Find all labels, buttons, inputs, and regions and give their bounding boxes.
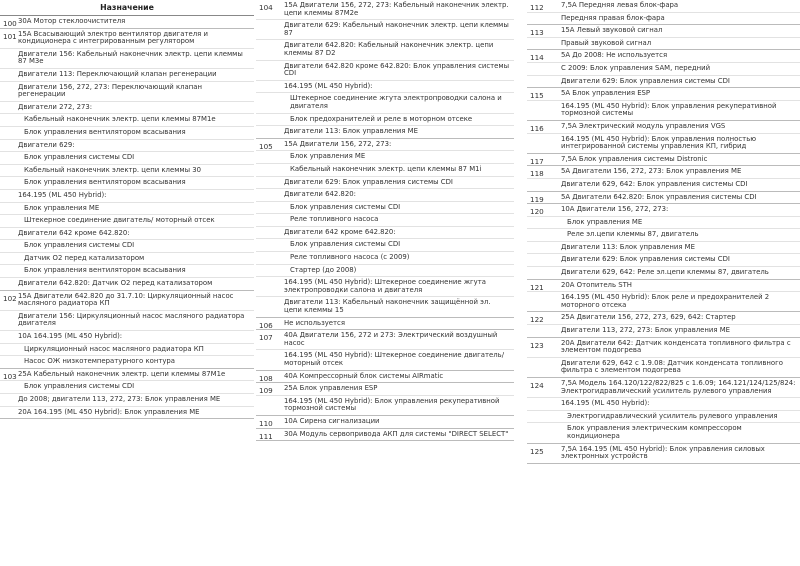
fuse-description-line: Блок управления системы CDI xyxy=(0,240,254,253)
fuse-description-line: 15A Двигатели 156, 272, 273: xyxy=(256,139,514,152)
fuse-description-line: Стартер (до 2008) xyxy=(256,265,514,278)
fuse-description-line: Блок управления электрическим компрессором кондиционера xyxy=(567,424,742,440)
fuse-description-line: 10A 164.195 (ML 450 Hybrid): xyxy=(0,331,254,344)
fuse-description-line: 30A Модуль сервопривода АКП для системы "DIRECT SELECT" xyxy=(284,429,509,438)
fuse-number: 104 xyxy=(259,3,273,12)
fuse-row xyxy=(256,0,514,139)
fuse-description-line: 20A 164.195 (ML 450 Hybrid): Блок управления ME xyxy=(18,407,200,416)
fuse-description-line: Двигатели 156: Циркуляционный насос масляного радиатора двигателя xyxy=(0,311,254,331)
fuse-number: 105 xyxy=(259,141,273,151)
fuse-description-line: 164.195 (ML 450 Hybrid): xyxy=(0,190,254,203)
fuse-description-line: Двигатели 642.820: xyxy=(256,189,514,202)
fuse-number: 109 xyxy=(259,386,273,396)
fuse-description-line: Блок управления вентилятором всасывания xyxy=(0,177,254,190)
fuse-description-line: Датчик O2 перед катализатором xyxy=(0,253,254,266)
fuse-description-line: 5A Двигатели 156, 272, 273: Блок управления ME xyxy=(527,166,800,179)
fuse-row xyxy=(527,50,800,88)
fuse-number: 102 xyxy=(3,293,17,303)
fuse-row xyxy=(256,330,514,370)
fuse-number: 120 xyxy=(530,207,544,217)
fuse-row xyxy=(256,416,514,429)
fuse-description-line: Двигатели 642.820 кроме 642.820: Блок управления системы CDI xyxy=(256,61,514,81)
fuse-description-line: 15A Двигатели 642.820 до 31.7.10: Циркуляционный насос масляного радиатора КП xyxy=(0,291,254,311)
fuse-description-line: С 2009: Блок управления SAM, передний xyxy=(527,63,800,76)
fuse-number: 124 xyxy=(530,381,544,390)
fuse-row xyxy=(527,25,800,50)
fuse-description-line: Блок управления вентилятором всасывания xyxy=(0,127,254,140)
fuse-description-line: 7,5A Модель 164.120/122/822/825 с 1.6.09; 164.121/124/125/824: Электрогидравлический усилитель рулевого управления xyxy=(527,378,800,398)
fuse-description-line: 164.195 (ML 450 Hybrid): Блок реле и предохранителей 2 моторного отсека xyxy=(561,293,770,309)
fuse-description-line: Двигатели 629, 642: Блок управления системы CDI xyxy=(561,179,748,188)
fuse-row xyxy=(527,154,800,167)
fuse-description-line: 25A Кабельный наконечник электр. цепи клеммы 87M1e xyxy=(0,369,254,382)
column-1-body xyxy=(0,16,254,419)
fuse-description-line: Штекерное соединение двигатель/ моторный отсек xyxy=(0,215,254,228)
fuse-number: 103 xyxy=(3,371,17,381)
fuse-row xyxy=(527,166,800,191)
column-2-body xyxy=(256,0,514,441)
fuse-number: 121 xyxy=(530,282,544,292)
fuse-description-line: Двигатели 629, 642 с 1.9.08: Датчик конденсата топливного фильтра с элементом подогрева xyxy=(561,358,783,375)
fuse-description-line: Блок управления ME xyxy=(527,217,800,230)
fuse-description-line: Блок управления системы CDI xyxy=(0,381,254,394)
fuse-description-line: 10A Двигатели 156, 272, 273: xyxy=(527,204,800,217)
fuse-number: 125 xyxy=(530,446,544,456)
fuse-row xyxy=(0,369,254,419)
fuse-number: 122 xyxy=(530,315,544,325)
fuse-description-line: 164.195 (ML 450 Hybrid): Блок управления рекуперативной тормозной системы xyxy=(284,396,500,413)
fuse-description-line: Передняя правая блок-фара xyxy=(561,13,665,22)
fuse-description-line: Двигатели 642 кроме 642.820: xyxy=(256,227,514,240)
fuse-description-line: 5A До 2008: Не используется xyxy=(527,50,800,63)
fuse-description-line: 164.195 (ML 450 Hybrid): Блок управления полностью интегрированной системы управления КП, гибрид xyxy=(561,134,757,151)
fuse-description-line: Блок управления системы CDI xyxy=(256,202,514,215)
fuse-description-line: Двигатели 272, 273: xyxy=(0,102,254,115)
fuse-description-line: До 2008; двигатели 113, 272, 273: Блок управления ME xyxy=(0,394,254,407)
fuse-description-line: 40A Двигатели 156, 272 и 273: Электрический воздушный насос xyxy=(256,330,514,350)
fuse-description-line: Двигатели 156: Кабельный наконечник электр. цепи клеммы 87 M3e xyxy=(0,49,254,69)
fuse-number: 123 xyxy=(530,340,544,350)
fuse-number: 110 xyxy=(259,418,273,428)
fuse-description-line: Двигатели 642.820: Датчик O2 перед катализатором xyxy=(18,279,213,288)
fuse-row xyxy=(0,29,254,291)
fuse-description-line: 10A Сирена сигнализации xyxy=(284,416,380,425)
fuse-row xyxy=(527,192,800,205)
column-3-body xyxy=(527,0,800,464)
column-2 xyxy=(256,0,514,441)
fuse-number: 112 xyxy=(530,3,544,12)
fuse-row xyxy=(527,204,800,280)
fuse-description-line: 20A Двигатели 642: Датчик конденсата топливного фильтра с элементом подогрева xyxy=(527,338,800,358)
fuse-description-line: Двигатели 629, 642: Реле эл.цепи клеммы 87, двигатель xyxy=(561,268,769,277)
fuse-description-line: Электрогидравлический усилитель рулевого управления xyxy=(527,411,800,424)
fuse-row xyxy=(527,121,800,154)
fuse-description-line: Не используется xyxy=(284,318,345,327)
fuse-description-line: Двигатели 629: Кабельный наконечник электр. цепи клеммы 87 xyxy=(256,20,514,40)
fuse-description-line: 25A Двигатели 156, 272, 273, 629, 642: Стартер xyxy=(527,312,800,325)
column-3 xyxy=(527,0,800,464)
table-header: Назначение xyxy=(0,0,254,16)
fuse-row xyxy=(256,139,514,318)
fuse-description-line: Блок управления ME xyxy=(0,203,254,216)
fuse-description-line: Блок управления ME xyxy=(256,151,514,164)
fuse-description-line: Двигатели 642.820: Кабельный наконечник электр. цепи клеммы 87 D2 xyxy=(256,40,514,60)
fuse-description-line: 7,5A 164.195 (ML 450 Hybrid): Блок управления силовых электронных устройств xyxy=(561,444,765,461)
fuse-description-line: Двигатели 629: Блок управления системы CDI xyxy=(527,254,800,267)
fuse-row xyxy=(527,88,800,121)
fuse-number: 114 xyxy=(530,53,544,63)
fuse-description-line: 15A Всасывающий электро вентилятор двигателя и кондиционера с интегрированным регулятором xyxy=(0,29,254,49)
fuse-description-line: Двигатели 113: Переключающий клапан регенерации xyxy=(0,69,254,82)
fuse-description-line: Двигатели 629: Блок управления системы CDI xyxy=(561,76,730,85)
fuse-row xyxy=(0,291,254,369)
fuse-row xyxy=(527,312,800,337)
fuse-description-line: 40A Компрессорный блок системы AIRmatic xyxy=(284,371,444,380)
fuse-description-line: 20A Отопитель STH xyxy=(527,280,800,293)
fuse-number: 100 xyxy=(3,19,17,28)
fuse-description-line: 164.195 (ML 450 Hybrid): Штекерное соединение жгута электропроводки салона и двигателя xyxy=(256,277,514,297)
fuse-description-line: 164.195 (ML 450 Hybrid): Блок управления рекуперативной тормозной системы xyxy=(561,101,777,118)
fuse-row xyxy=(256,429,514,442)
fuse-row xyxy=(527,338,800,378)
fuse-description-line: Циркуляционный насос масляного радиатора КП xyxy=(0,344,254,357)
fuse-description-line: Блок управления вентилятором всасывания xyxy=(0,265,254,278)
fuse-description-line: 7,5A Электрический модуль управления VGS xyxy=(527,121,800,134)
fuse-description-line: Двигатели 113, 272, 273: Блок управления ME xyxy=(561,326,731,335)
fuse-row xyxy=(527,378,800,444)
fuse-description-line: 15A Двигатели 156, 272, 273: Кабельный наконечник электр. цепи клеммы 87M2e xyxy=(256,0,514,20)
fuse-number: 106 xyxy=(259,320,273,330)
fuse-row xyxy=(256,383,514,416)
fuse-row xyxy=(527,0,800,25)
fuse-number: 115 xyxy=(530,91,544,101)
fuse-description-line: 5A Двигатели 642.820: Блок управления системы CDI xyxy=(561,192,757,201)
fuse-description-line: Кабельный наконечник электр. цепи клеммы 30 xyxy=(0,165,254,178)
fuse-description-line: 15A Левый звуковой сигнал xyxy=(527,25,800,38)
fuse-description-line: Реле топливного насоса (с 2009) xyxy=(256,252,514,265)
fuse-description-line: Блок управления системы CDI xyxy=(0,152,254,165)
fuse-row xyxy=(527,444,800,464)
fuse-description-line: Блок предохранителей и реле в моторном отсеке xyxy=(256,114,514,127)
fuse-description-line: Двигатели 629: Блок управления системы CDI xyxy=(256,177,514,190)
fuse-number: 107 xyxy=(259,333,273,343)
fuse-description-line: 7,5A Блок управления системы Distronic xyxy=(561,154,708,163)
fuse-row xyxy=(256,371,514,384)
fuse-row xyxy=(527,280,800,313)
fuse-description-line: 5A Блок управления ESP xyxy=(527,88,800,101)
fuse-number: 113 xyxy=(530,28,544,38)
fuse-description-line: Кабельный наконечник электр. цепи клеммы 87M1e xyxy=(0,114,254,127)
fuse-description-line: 164.195 (ML 450 Hybrid): xyxy=(256,81,514,94)
fuse-description-line: Двигатели 113: Кабельный наконечник защищённой эл. цепи клеммы 15 xyxy=(284,298,491,315)
fuse-row xyxy=(256,318,514,331)
fuse-description-line: Двигатели 629: xyxy=(0,140,254,153)
fuse-description-line: 25A Блок управления ESP xyxy=(256,383,514,396)
fuse-description-line: Двигатели 156, 272, 273: Переключающий клапан регенерации xyxy=(0,82,254,102)
column-1 xyxy=(0,0,254,419)
fuse-number: 101 xyxy=(3,31,17,41)
fuse-description-line: Блок управления системы CDI xyxy=(256,239,514,252)
fuse-description-line: 7,5A Передняя левая блок-фара xyxy=(527,0,800,13)
fuse-description-line: Штекерное соединение жгута электропроводки салона и двигателя xyxy=(256,93,514,113)
fuse-description-line: Кабельный наконечник электр. цепи клеммы 87 M1i xyxy=(256,164,514,177)
fuse-description-line: Двигатели 113: Блок управления ME xyxy=(284,127,418,136)
fuse-description-line: 164.195 (ML 450 Hybrid): xyxy=(527,398,800,411)
fuse-description-line: Правый звуковой сигнал xyxy=(561,38,652,47)
fuse-number: 118 xyxy=(530,169,544,179)
fuse-description-line: Двигатели 113: Блок управления ME xyxy=(527,242,800,255)
fuse-number: 111 xyxy=(259,431,273,441)
fuse-description-line: Насос ОЖ низкотемпературного контура xyxy=(24,357,176,366)
fuse-number: 119 xyxy=(530,194,544,204)
fuse-row xyxy=(0,16,254,29)
fuse-description-line: Двигатели 642 кроме 642.820: xyxy=(0,228,254,241)
fuse-description-line: 30A Мотор стеклоочистителя xyxy=(18,17,126,25)
fuse-number: 117 xyxy=(530,156,544,166)
fuse-description-line: Реле эл.цепи клеммы 87, двигатель xyxy=(527,229,800,242)
fuse-description-line: Реле топливного насоса xyxy=(256,214,514,227)
fuse-description-line: 164.195 (ML 450 Hybrid): Штекерное соединение двигатель/ моторный отсек xyxy=(284,351,505,367)
fuse-number: 108 xyxy=(259,373,273,383)
fuse-number: 116 xyxy=(530,123,544,133)
